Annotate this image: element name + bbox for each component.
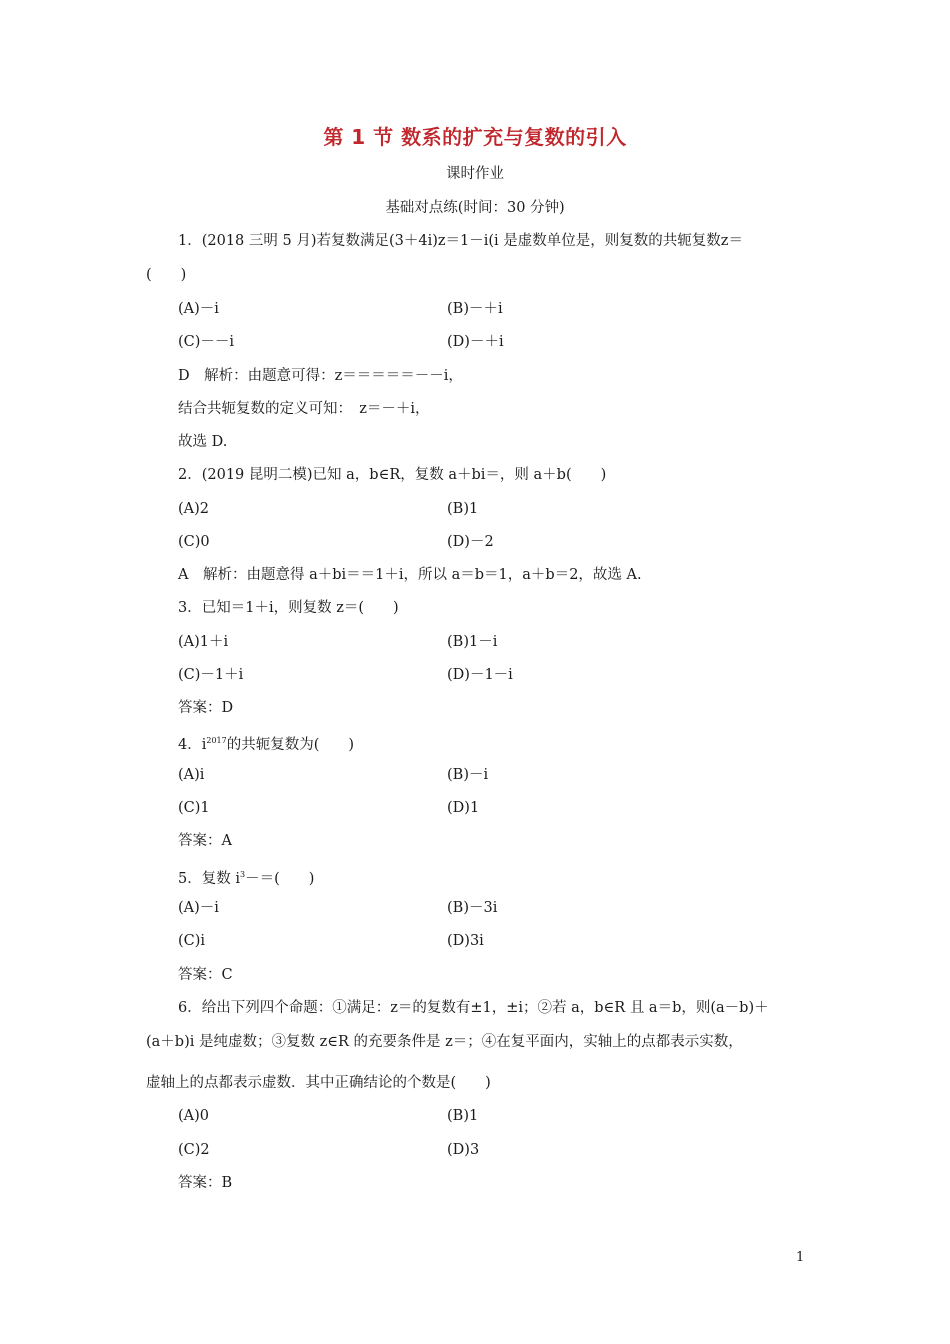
question-5-option-b: (B)－3i <box>447 900 498 916</box>
question-2-option-b: (B)1 <box>447 501 479 517</box>
question-5-option-d: (D)3i <box>447 933 484 949</box>
question-3-option-b: (B)1－i <box>447 634 498 650</box>
question-3-option-c: (C)－1＋i <box>178 667 244 683</box>
question-6-option-d: (D)3 <box>447 1142 480 1158</box>
question-2-answer: A 解析：由题意得 a＋bi＝＝1＋i，所以 a＝b＝1，a＋b＝2，故选 A. <box>178 567 642 583</box>
question-2-stem: 2．(2019 昆明二模)已知 a，b∈R，复数 a＋bi＝，则 a＋b( ) <box>178 467 607 483</box>
question-3-option-d: (D)－1－i <box>447 667 513 683</box>
question-6-stem-cont-2: 虚轴上的点都表示虚数．其中正确结论的个数是( ) <box>146 1075 491 1091</box>
question-6-stem-cont-1: (a＋b)i 是纯虚数；③复数 z∈R 的充要条件是 z＝；④在复平面内，实轴上的点都表示实数， <box>146 1034 743 1050</box>
question-4-option-d: (D)1 <box>447 800 480 816</box>
question-1-option-a: (A)－i <box>178 301 219 317</box>
question-6-option-b: (B)1 <box>447 1108 479 1124</box>
question-2-option-a: (A)2 <box>178 501 210 517</box>
question-4-option-b: (B)－i <box>447 767 489 783</box>
question-1-answer: D 解析：由题意可得：z＝＝＝＝＝－－i， <box>178 368 463 384</box>
question-4-option-c: (C)1 <box>178 800 210 816</box>
question-3-stem: 3．已知＝1＋i，则复数 z＝( ) <box>178 600 399 616</box>
question-1-option-c: (C)－－i <box>178 334 235 350</box>
question-3-answer: 答案：D <box>178 700 234 716</box>
question-4-stem-prefix: 4．i <box>178 737 207 753</box>
question-2-option-d: (D)－2 <box>447 534 494 550</box>
question-4-answer: 答案：A <box>178 833 232 849</box>
question-6-answer: 答案：B <box>178 1175 233 1191</box>
question-6-option-a: (A)0 <box>178 1108 210 1124</box>
page-title: 第 1 节 数系的扩充与复数的引入 <box>323 125 627 149</box>
question-4-stem-suffix: 的共轭复数为( ) <box>226 737 355 753</box>
question-4-stem-exponent: 2017 <box>206 736 227 745</box>
question-1-option-b: (B)－＋i <box>447 301 503 317</box>
page-subtitle: 课时作业 <box>446 166 504 182</box>
question-2-option-c: (C)0 <box>178 534 210 550</box>
question-6-stem: 6．给出下列四个命题：①满足：z＝的复数有±1，±i；②若 a，b∈R 且 a＝b，则(a－b)＋ <box>178 1000 769 1016</box>
question-4-option-a: (A)i <box>178 767 205 783</box>
question-1-answer-2: 结合共轭复数的定义可知： z＝－＋i， <box>178 401 430 417</box>
question-1-answer-3: 故选 D. <box>178 434 228 450</box>
question-1-stem-cont: ( ) <box>146 267 187 283</box>
question-5-stem-suffix: －＝( ) <box>245 871 315 887</box>
question-5-stem <box>178 865 314 889</box>
question-5-stem-exponent: 3 <box>239 870 246 879</box>
question-5-option-a: (A)－i <box>178 900 219 916</box>
question-5-option-c: (C)i <box>178 933 206 949</box>
question-1-stem: 1．(2018 三明 5 月)若复数满足(3＋4i)z＝1－i(i 是虚数单位是，则复数的共轭复数z＝ <box>178 233 743 249</box>
question-5-stem-prefix: 5．复数 i <box>178 871 240 887</box>
question-4-stem <box>178 731 354 755</box>
question-3-option-a: (A)1＋i <box>178 634 229 650</box>
question-1-option-d: (D)－＋i <box>447 334 504 350</box>
question-5-answer: 答案：C <box>178 967 233 983</box>
question-6-option-c: (C)2 <box>178 1142 210 1158</box>
page-number: 1 <box>796 1250 805 1265</box>
section-heading: 基础对点练(时间：30 分钟) <box>385 200 565 216</box>
